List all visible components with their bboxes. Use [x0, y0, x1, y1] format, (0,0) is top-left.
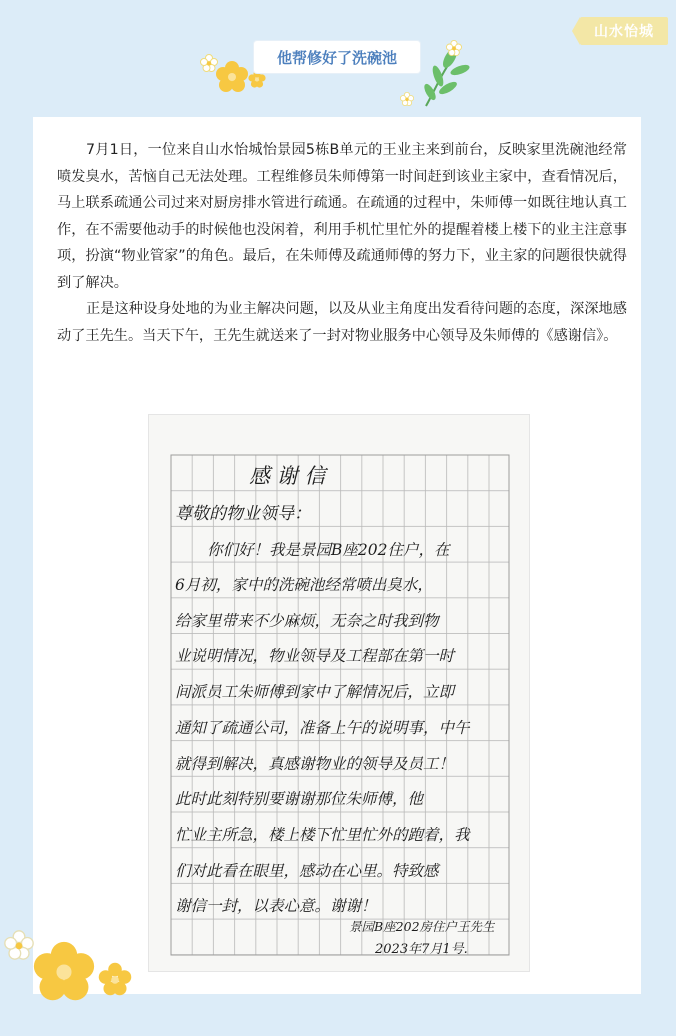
thank-you-letter-image: [148, 414, 530, 972]
small-flower-icon: [446, 40, 462, 56]
yellow-flower-small-icon: [98, 962, 132, 996]
letter-line: 忙业主所急，楼上楼下忙里忙外的跑着，我: [175, 826, 470, 844]
letter-line: 6月初，家中的洗碗池经常喷出臭水，: [175, 576, 433, 594]
letter-line: 谢信一封，以表心意。谢谢！: [175, 897, 377, 915]
small-flower-icon: [4, 930, 34, 960]
letter-salutation: 尊敬的物业领导：: [175, 504, 311, 524]
letter-line: 此时此刻特别要谢谢那位朱师傅，他: [175, 790, 424, 808]
letter-line: 们对此看在眼里，感动在心里。特致感: [175, 862, 439, 880]
page-title: 他帮修好了洗碗池: [254, 41, 420, 73]
brand-tag: 山水怡城: [580, 17, 668, 45]
letter-date: 2023年7月1号.: [375, 942, 468, 957]
letter-line: 给家里带来不少麻烦，无奈之时我到物: [175, 612, 439, 630]
letter-line: 通知了疏通公司，准备上午的说明事，中午: [175, 719, 470, 737]
article-body: [57, 137, 627, 349]
article-paragraph: 7月1日，一位来自山水怡城怡景园5栋B单元的王业主来到前台，反映家里洗碗池经常喷发臭水，苦恼自己无法处理。工程维修员朱师傅第一时间赶到该业主家中，查看情况后，马上联系疏通公司过来对厨房排水管进行疏通。在疏通的过程中，朱师傅一如既往地认真工作，在不需要他动手的时候他也没闲着，利用手机忙里忙外的提醒着楼上楼下的业主注意事项，扮演“物业管家”的角色。最后，在朱师傅及疏通师傅的努力下，业主家的问题很快就得到了解决。: [57, 142, 627, 291]
letter-line: 业说明情况，物业领导及工程部在第一时: [175, 647, 455, 665]
yellow-flower-icon: [32, 940, 96, 1004]
letter-line: 就得到解决，真感谢物业的领导及员工！: [175, 755, 455, 773]
letter-signature: 景园B座202房住户王先生: [349, 919, 495, 934]
letter-title: 感 谢 信: [249, 464, 326, 488]
small-flower-icon: [400, 92, 414, 106]
yellow-flower-icon: [215, 60, 249, 94]
letter-line: 你们好！我是景园B座202住户，在: [207, 541, 450, 559]
letter-line: 间派员工朱师傅到家中了解情况后，立即: [175, 683, 455, 701]
article-paragraph: 正是这种设身处地的为业主解决问题，以及从业主角度出发看待问题的态度，深深地感动了王先生。当天下午，王先生就送来了一封对物业服务中心领导及朱师傅的《感谢信》。: [57, 301, 627, 344]
